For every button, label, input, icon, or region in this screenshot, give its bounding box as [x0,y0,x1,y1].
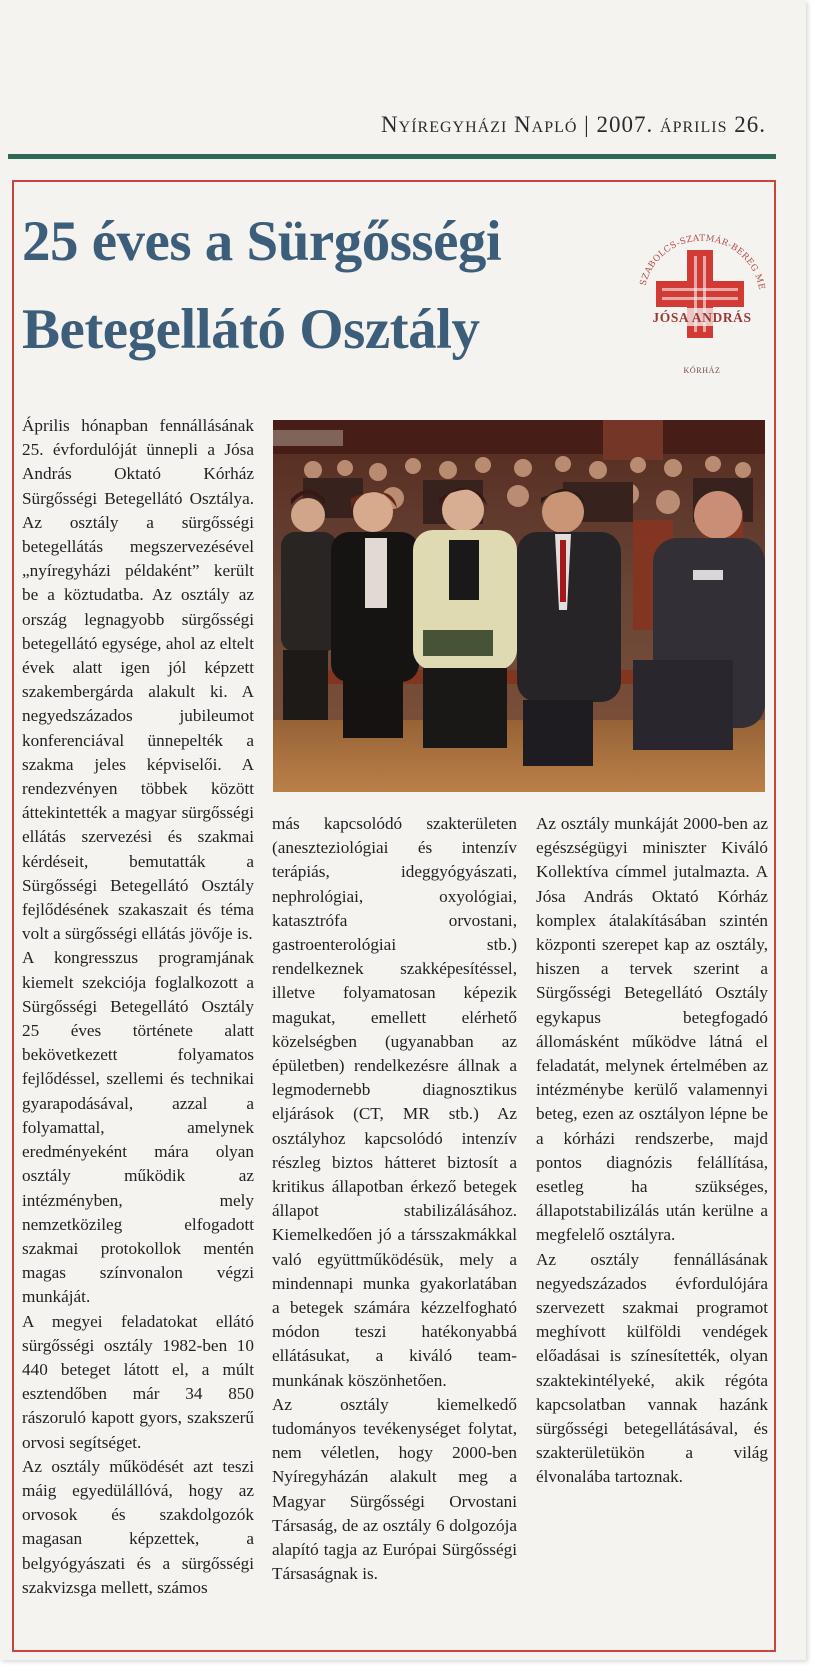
article-column-2 [272,812,517,1587]
headline [22,198,622,374]
article-paragraph: A megyei feladatokat ellátó sürgősségi osztály 1982-ben 10 440 beteget látott el, a múlt esztendőben már 34 850 rászoruló kapott gyors, szakszerű orvosi segítséget. [22,1311,254,1452]
article-column-3 [536,812,768,1490]
article-paragraph: más kapcsolódó szakterületen (aneszteziológiai és intenzív terápiás, ideggyógyászati, nephrológiai, oxyológiai, katasztrófa orvostani, gastroenterológiai stb.) rendelkeznek szakképesítéssel, illetve folyamatosan képezik magukat, emellett elérhető közelségben (ugyanabban az épületben) rendelkezésre állnak a legmodernebb diagnosztikus eljárások (CT, MR stb.) Az osztályhoz kapcsolódó intenzív részleg biztos hátteret biztosít a kritikus állapotban érkező betegek állapot stabilizálásához. Kiemelkedően jó a társszakmákkal való együttműködésük, mely a mindennapi munka gyakorlatában a betegek számára kézzelfogható módon teszi hatékonyabbá ellátásukat, a kiváló team-munkának köszönhetően. [272,814,517,1390]
article-paragraph: Április hónapban fennállásának 25. évfordulóját ünnepli a Jósa András Oktató Kórház Sürgősségi Betegellátó Osztálya. Az osztály a sürgősségi betegellátás megszervezésével „nyíregyházi példaként” került be a köztudatba. Az osztály az ország legnagyobb sürgősségi betegellátó egysége, ahol az eltelt évek alatt igen jól képzett szakembergárda alakult ki. A negyedszázados jubileumot konferenciával ünnepelték a szakma jeles képviselői. A rendezvényen többek között áttekintették a magyar sürgősségi ellátás szervezési és szakmai kérdéseit, bemutatták a Sürgősségi Betegellátó Osztály fejlődésének szakaszait és téma volt a sürgősségi ellátás jövője is. [22,416,254,944]
article-paragraph: Az osztály munkáját 2000-ben az egészségügyi miniszter Kiváló Kollektíva címmel jutalmazta. A Jósa András Oktató Kórház komplex átalakításában szintén központi szerepet kap az osztály, hiszen a tervek szerint a Sürgősségi Betegellátó Osztály egykapus betegfogadó állomásként működve látná el feladatát, melynek értelmében az intézménybe kerülő valamennyi beteg, ezen az osztályon lépne be a kórházi rendszerbe, majd pontos diagnózis felállítása, esetleg ha szükséges, állapotstabilizálás után kerülne a megfelelő osztályra. [536,814,768,1245]
logo-name: JÓSA ANDRÁS [652,310,752,325]
audience-photo-graphic [273,420,765,792]
hospital-logo-graphic [627,190,777,390]
logo-sub: KÓRHÁZ [683,366,721,375]
article-column-1 [22,414,254,1600]
hospital-logo [627,190,777,390]
article-paragraph: Az osztály kiemelkedő tudományos tevékenységet folytat, nem véletlen, hogy 2000-ben Nyíregyházán alakult meg a Magyar Sürgősségi Orvostani Társaság, de az osztály 6 dolgozója alapító tagja az Európai Sürgősségi Társaságnak is. [272,1394,517,1584]
article-paragraph: Az osztály működését azt teszi máig egyedülállóvá, hogy az orvosok és szakdolgozók magasan képzettek, a belgyógyászati és a sürgősségi szakvizsga mellett, számos [22,1456,254,1597]
headline-line-2: Betegellátó Osztály [22,298,480,361]
headline-line-1: 25 éves a Sürgősségi [22,210,502,273]
article-paragraph: A kongresszus programjának kiemelt szekciója foglalkozott a Sürgősségi Betegellátó Osztály 25 éves története alatt bekövetkezett folyamatos fejlődéssel, szellemi és technikai gyarapodásával, azzal a folyamattal, amelynek eredményeként mára olyan osztály működik az intézményben, mely nemzetközileg elfogadott szakmai protokollok mentén magas színvonalon végzi munkáját. [22,948,254,1307]
masthead-rule [8,154,776,159]
audience-photo [273,420,765,792]
masthead: Nyíregyházi Napló | 2007. április 26. [381,112,766,137]
article-paragraph: Az osztály fennállásának negyedszázados évfordulójára szervezett szakmai programot meghívott külföldi vendégek előadásai is színesítették, olyan szaktekintélyeké, akik régóta kapcsolatban vannak hazánk sürgősségi betegellátásával, és szakterületükön a világ élvonalába tartoznak. [536,1249,768,1487]
logo-arc-text: SZABOLCS-SZATMÁR-BEREG ME [638,233,767,291]
